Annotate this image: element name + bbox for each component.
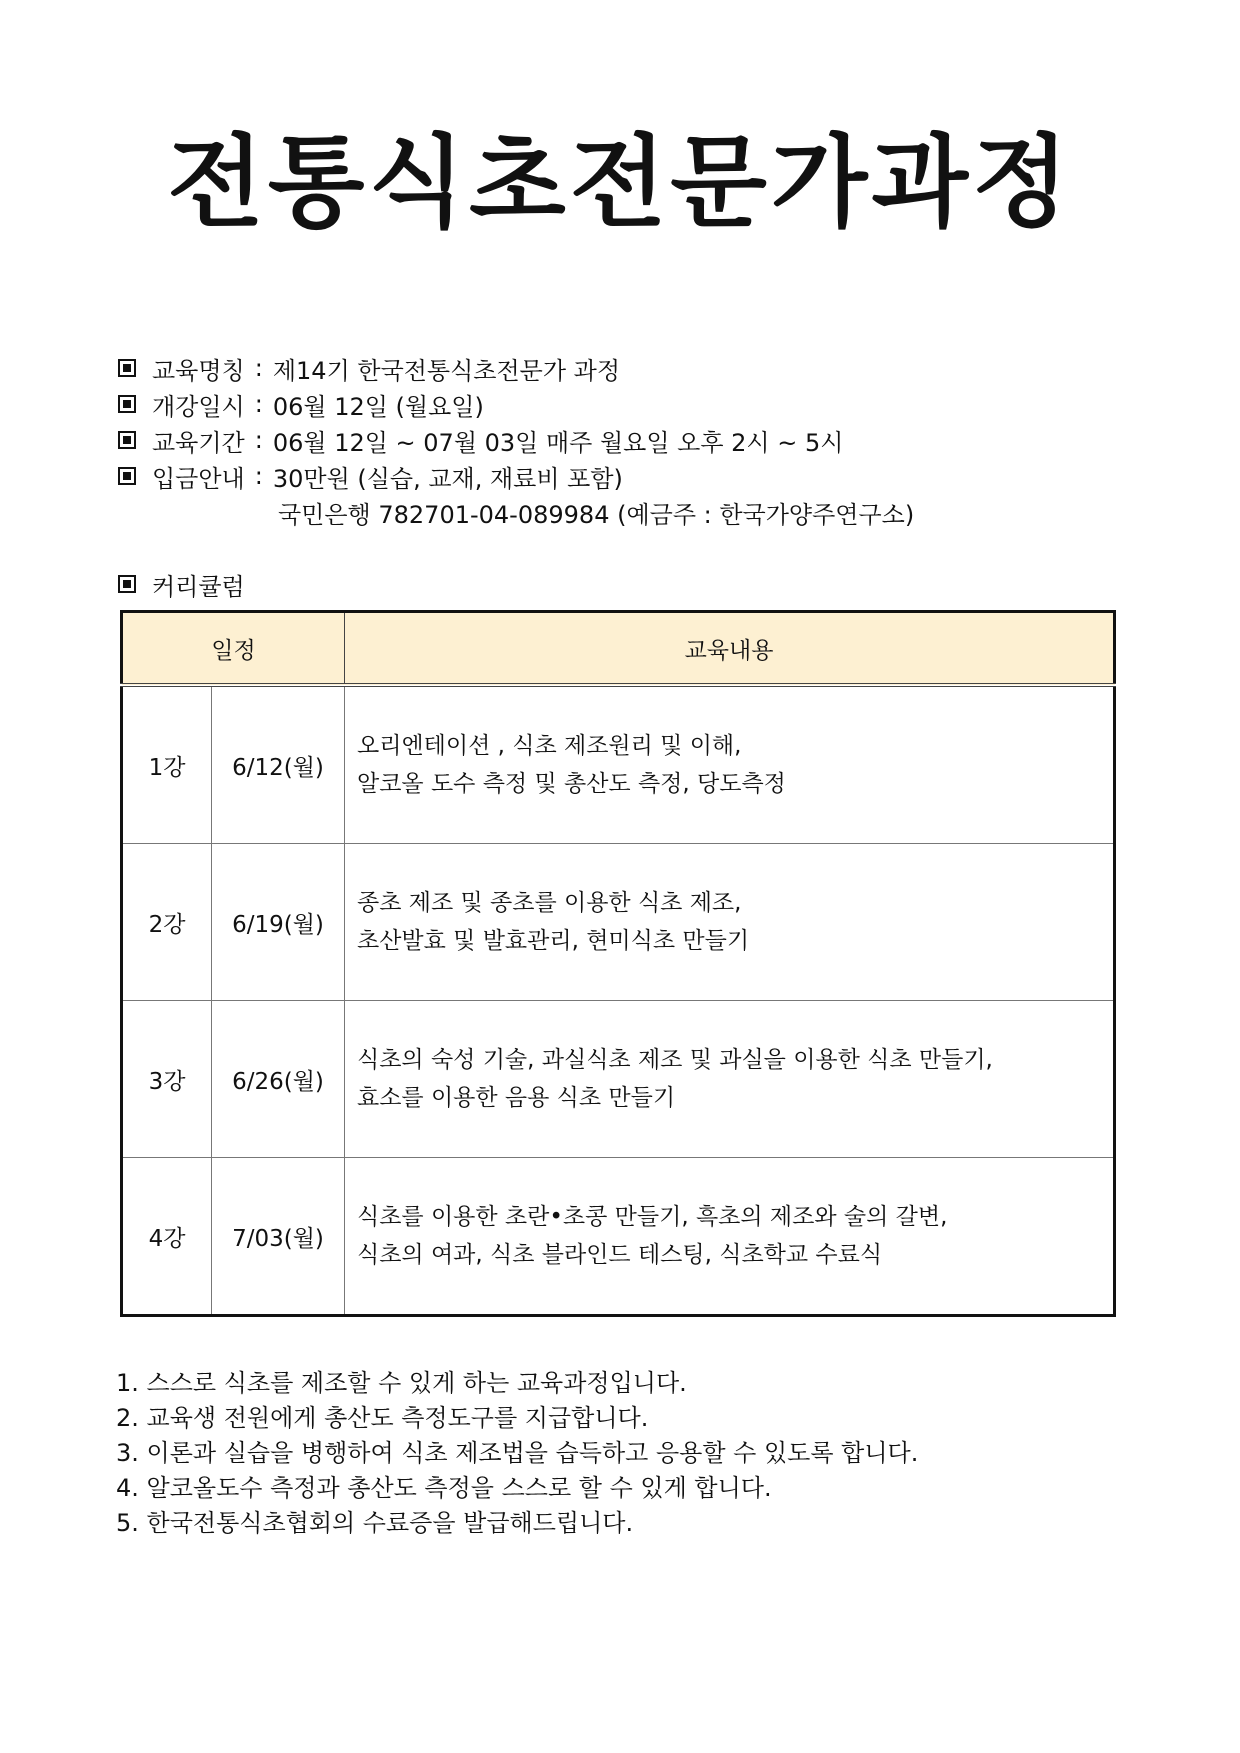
list-item: 1. 스스로 식초를 제조할 수 있게 하는 교육과정입니다. — [116, 1369, 687, 1397]
list-item: 5. 한국전통식초협회의 수료증을 발급해드립니다. — [116, 1509, 634, 1537]
list-item: 4. 알코올도수 측정과 총산도 측정을 스스로 할 수 있게 합니다. — [116, 1474, 772, 1502]
table-row — [122, 1001, 1115, 1158]
info-colon: : — [254, 462, 263, 490]
info-row-name — [118, 350, 914, 386]
info-colon: : — [254, 390, 263, 418]
info-row-payment — [118, 458, 914, 494]
lesson-content-line: 알코올 도수 측정 및 총산도 측정, 당도측정 — [357, 771, 786, 797]
info-row-period — [118, 422, 914, 458]
lesson-content — [345, 685, 1115, 844]
table-row — [122, 1158, 1115, 1316]
info-value: 30만원 (실습, 교재, 재료비 포함) — [272, 464, 623, 493]
info-label: 교육기간 — [152, 428, 245, 457]
lesson-number: 1강 — [122, 685, 212, 844]
lesson-content — [345, 1158, 1115, 1316]
info-colon: : — [254, 354, 263, 382]
info-label: 교육명칭 — [152, 356, 245, 385]
page-title: 전통식초전문가과정 — [167, 124, 1073, 241]
square-bullet-icon — [118, 467, 136, 485]
curriculum-label: 커리큘럼 — [152, 572, 245, 601]
lesson-date: 6/19(월) — [212, 844, 345, 1001]
info-row-bank — [118, 494, 914, 530]
square-bullet-icon — [118, 359, 136, 377]
content-header: 교육내용 — [345, 612, 1115, 686]
schedule-header: 일정 — [122, 612, 345, 686]
lesson-content-line: 초산발효 및 발효관리, 현미식초 만들기 — [357, 928, 750, 954]
square-bullet-icon — [118, 575, 136, 593]
lesson-date: 6/12(월) — [212, 685, 345, 844]
lesson-number: 3강 — [122, 1001, 212, 1158]
notes-list — [116, 1366, 918, 1541]
info-row-start — [118, 386, 914, 422]
info-label: 입금안내 — [152, 464, 245, 493]
lesson-content-line: 식초의 숙성 기술, 과실식초 제조 및 과실을 이용한 식초 만들기, — [357, 1047, 993, 1073]
bank-account-info: 국민은행 782701-04-089984 (예금주 : 한국가양주연구소) — [278, 500, 915, 529]
square-bullet-icon — [118, 431, 136, 449]
lesson-date: 6/26(월) — [212, 1001, 345, 1158]
table-header-row — [122, 612, 1115, 686]
lesson-content-line: 종초 제조 및 종초를 이용한 식초 제조, — [357, 890, 742, 916]
lesson-content-line: 오리엔테이션 , 식초 제조원리 및 이해, — [357, 733, 742, 759]
info-label: 개강일시 — [152, 392, 245, 421]
info-colon: : — [254, 426, 263, 454]
lesson-content — [345, 844, 1115, 1001]
lesson-number: 4강 — [122, 1158, 212, 1316]
list-item: 3. 이론과 실습을 병행하여 식초 제조법을 습득하고 응용할 수 있도록 합니다. — [116, 1439, 919, 1467]
curriculum-table — [120, 610, 1116, 1317]
lesson-content — [345, 1001, 1115, 1158]
list-item: 2. 교육생 전원에게 총산도 측정도구를 지급합니다. — [116, 1404, 649, 1432]
lesson-content-line: 식초를 이용한 초란•초콩 만들기, 흑초의 제조와 술의 갈변, — [357, 1204, 948, 1230]
table-row — [122, 685, 1115, 844]
curriculum-heading — [118, 566, 245, 602]
lesson-date: 7/03(월) — [212, 1158, 345, 1316]
course-info — [118, 350, 914, 530]
info-value: 제14기 한국전통식초전문가 과정 — [272, 356, 621, 385]
lesson-content-line: 식초의 여과, 식초 블라인드 테스팅, 식초학교 수료식 — [357, 1242, 883, 1268]
square-bullet-icon — [118, 395, 136, 413]
info-value: 06월 12일 (월요일) — [272, 392, 484, 421]
lesson-content-line: 효소를 이용한 음용 식초 만들기 — [357, 1085, 676, 1111]
table-row — [122, 844, 1115, 1001]
info-value: 06월 12일 ~ 07월 03일 매주 월요일 오후 2시 ~ 5시 — [272, 428, 844, 457]
lesson-number: 2강 — [122, 844, 212, 1001]
